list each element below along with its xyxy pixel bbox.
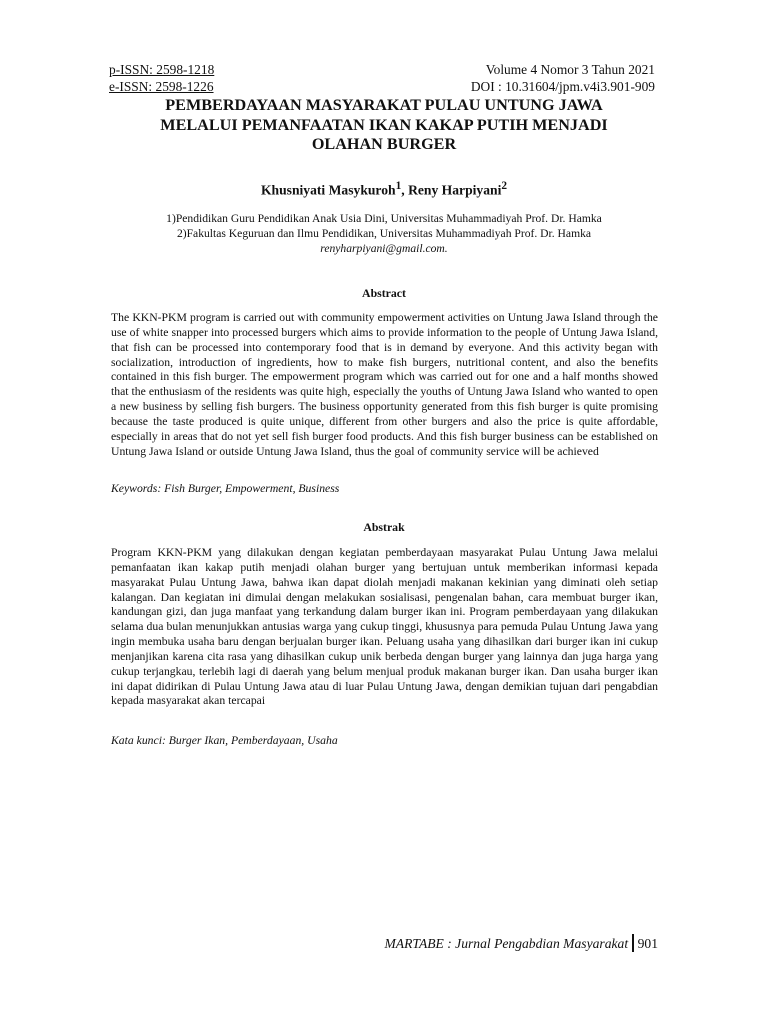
p-issn: p-ISSN: 2598-1218 (109, 62, 215, 77)
page-number: 901 (637, 936, 658, 951)
author-affil-mark: 2 (501, 180, 508, 192)
affiliation-2: 2)Fakultas Keguruan dan Ilmu Pendidikan, Universitas Muhammadiyah Prof. Dr. Hamka (176, 227, 592, 240)
abstrak-keywords: Kata kunci: Burger Ikan, Pemberdayaan, Usaha (111, 734, 338, 747)
abstrak-heading: Abstrak (363, 520, 405, 534)
journal-name: MARTABE : Jurnal Pengabdian Masyarakat (384, 936, 629, 951)
author-name: Reny Harpiyani (408, 182, 502, 198)
affiliation-1: 1)Pendidikan Guru Pendidikan Anak Usia Dini, Universitas Muhammadiyah Prof. Dr. Hamka (166, 212, 602, 225)
author-email: renyharpiyani@gmail.com. (320, 242, 448, 255)
abstract-keywords: Keywords: Fish Burger, Empowerment, Business (111, 482, 340, 495)
volume-info: Volume 4 Nomor 3 Tahun 2021 (485, 62, 655, 77)
abstract-heading: Abstract (362, 286, 406, 300)
author-separator: , (401, 182, 409, 198)
author-affil-mark: 1 (395, 180, 402, 192)
abstract-body: The KKN-PKM program is carried out with community empowerment activities on Untung Jawa Island through the use of white snapper into processed burgers which aims to provide information to the people of Untung Jawa Island, that fish can be processed into contemporary food that is in demand by everyone. And this activity began with socialization, introduction of ingredients, how to make fish burgers, nutritional content, and also the benefits contained in this fish burger. The empowerment program which was carried out for one and a half months showed that the enthusiasm of the residents was quite high, especially the youths of Untung Jawa Island who wanted to open a new business by selling fish burgers. The business opportunity generated from this fish burger is quite promising because the taste produced is quite unique, different from other burgers and also the price is quite affordable, especially in areas that do not yet sell fish burger food products. And this fish burger business can be established on Untung Jawa Island or outside Untung Jawa Island, thus the goal of community service will be achieved (111, 311, 658, 458)
title-line: PEMBERDAYAAN MASYARAKAT PULAU UNTUNG JAWA (165, 96, 603, 114)
e-issn: e-ISSN: 2598-1226 (109, 79, 214, 94)
title-line: MELALUI PEMANFAATAN IKAN KAKAP PUTIH MENJADI (160, 115, 608, 134)
author-name: Khusniyati Masykuroh (260, 182, 396, 198)
paper-title (100, 96, 668, 155)
abstrak-body: Program KKN-PKM yang dilakukan dengan kegiatan pemberdayaan masyarakat Pulau Untung Jawa melalui pemanfaatan ikan kakap putih menjadi olahan burger yang bertujuan untuk memberikan informasi kepada masyarakat Pulau Untung Jawa, bahwa ikan dapat diolah menjadi makanan kekinian yang diminati oleh setiap kalangan. Dan kegiatan ini dimulai dengan melakukan sosialisasi, pengenalan bahan, cara membuat burger ikan, kandungan gizi, dan juga manfaat yang terkandung dalam burger ikan ini. Program pemberdayaan yang dilakukan selama dua bulan menunjukkan antusias warga yang cukup tinggi, khususnya para pemuda Pulau Untung Jawa yang ingin membuka usaha baru dengan berjualan burger ikan. Peluang usaha yang dihasilkan dari burger ikan ini cukup menjanjikan karena cita rasa yang dihasilkan cukup unik berbeda dengan burger yang lainnya dan juga harga yang cukup terjangkau, terlebih lagi di daerah yang belum menjual produk makanan burger ikan. Dan usaha burger ikan ini dapat didirikan di Pulau Untung Jawa atau di luar Pulau Untung Jawa, dengan demikian tujuan dari pengabdian kepada masyarakat akan tercapai (111, 546, 658, 708)
affiliations (100, 211, 668, 256)
page-footer (300, 934, 658, 952)
footer-divider (632, 934, 634, 952)
doi: DOI : 10.31604/jpm.v4i3.901-909 (470, 79, 655, 94)
author-list (100, 180, 668, 199)
title-line: OLAHAN BURGER (311, 135, 457, 153)
